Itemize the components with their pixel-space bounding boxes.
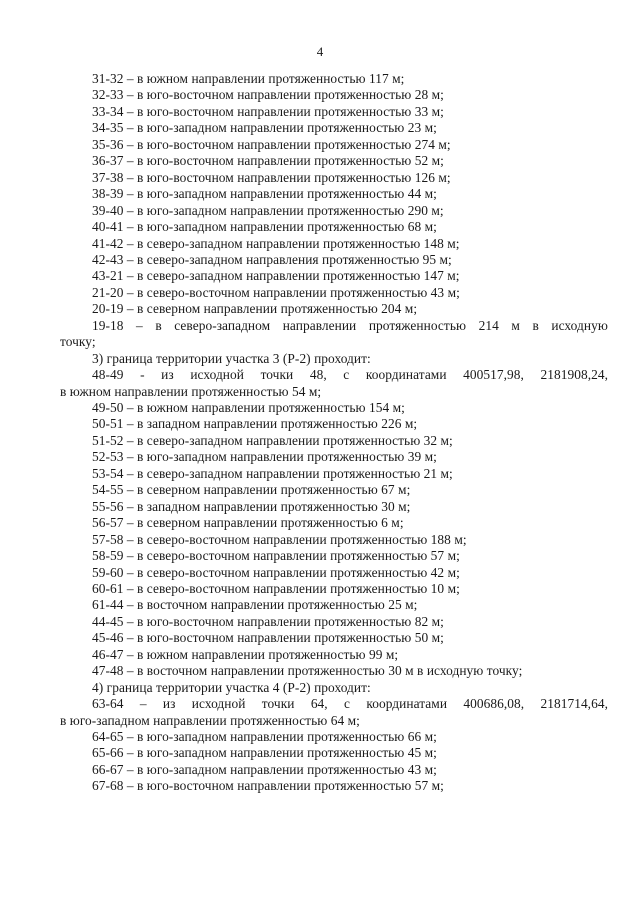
text-line: 4) граница территории участка 4 (Р-2) проходит: bbox=[92, 680, 371, 695]
text-line: 41-42 – в северо-западном направлении протяженностью 148 м; bbox=[92, 236, 460, 251]
text-line: 64-65 – в юго-западном направлении протяженностью 66 м; bbox=[92, 729, 437, 744]
text-line: в южном направлении протяженностью 54 м; bbox=[60, 384, 322, 399]
text-line: 35-36 – в юго-восточном направлении протяженностью 274 м; bbox=[92, 137, 451, 152]
text-line: 60-61 – в северо-восточном направлении протяженностью 10 м; bbox=[92, 581, 460, 596]
text-line: 20-19 – в северном направлении протяженностью 204 м; bbox=[92, 301, 418, 316]
text-line: 34-35 – в юго-западном направлении протяженностью 23 м; bbox=[92, 120, 437, 135]
text-line: 43-21 – в северо-западном направлении протяженностью 147 м; bbox=[92, 268, 460, 283]
text-line: 37-38 – в юго-восточном направлении протяженностью 126 м; bbox=[92, 170, 451, 185]
text-line: 59-60 – в северо-восточном направлении протяженностью 42 м; bbox=[92, 565, 460, 580]
text-line: 61-44 – в восточном направлении протяженностью 25 м; bbox=[92, 597, 418, 612]
text-line: 51-52 – в северо-западном направлении протяженностью 32 м; bbox=[92, 433, 453, 448]
text-line: 40-41 – в юго-западном направлении протяженностью 68 м; bbox=[92, 219, 437, 234]
text-line: 65-66 – в юго-западном направлении протяженностью 45 м; bbox=[92, 745, 437, 760]
text-line: 39-40 – в юго-западном направлении протяженностью 290 м; bbox=[92, 203, 444, 218]
text-line: 66-67 – в юго-западном направлении протяженностью 43 м; bbox=[92, 762, 437, 777]
text-line: 67-68 – в юго-восточном направлении протяженностью 57 м; bbox=[92, 778, 444, 793]
text-line: 63-64 – из исходной точки 64, с координатами 400686,08, 2181714,64, bbox=[92, 696, 608, 711]
text-line: в юго-западном направлении протяженностью 64 м; bbox=[60, 713, 360, 728]
page-number: 4 bbox=[316, 44, 324, 59]
text-line: точку; bbox=[60, 334, 96, 349]
text-line: 53-54 – в северо-западном направлении протяженностью 21 м; bbox=[92, 466, 453, 481]
text-line: 42-43 – в северо-западном направления протяженностью 95 м; bbox=[92, 252, 452, 267]
text-line: 3) граница территории участка 3 (Р-2) проходит: bbox=[92, 351, 371, 366]
text-line: 49-50 – в южном направлении протяженностью 154 м; bbox=[92, 400, 405, 415]
text-line: 54-55 – в северном направлении протяженностью 67 м; bbox=[92, 482, 411, 497]
text-line: 21-20 – в северо-восточном направлении протяженностью 43 м; bbox=[92, 285, 460, 300]
text-line: 50-51 – в западном направлении протяженностью 226 м; bbox=[92, 416, 418, 431]
text-line: 32-33 – в юго-восточном направлении протяженностью 28 м; bbox=[92, 87, 444, 102]
text-line: 47-48 – в восточном направлении протяженностью 30 м в исходную точку; bbox=[92, 663, 523, 678]
text-line: 52-53 – в юго-западном направлении протяженностью 39 м; bbox=[92, 449, 437, 464]
text-line: 45-46 – в юго-восточном направлении протяженностью 50 м; bbox=[92, 630, 444, 645]
text-line: 56-57 – в северном направлении протяженностью 6 м; bbox=[92, 515, 404, 530]
text-line: 44-45 – в юго-восточном направлении протяженностью 82 м; bbox=[92, 614, 444, 629]
text-line: 46-47 – в южном направлении протяженностью 99 м; bbox=[92, 647, 399, 662]
text-line: 19-18 – в северо-западном направлении протяженностью 214 м в исходную bbox=[92, 318, 608, 333]
text-line: 31-32 – в южном направлении протяженностью 117 м; bbox=[92, 71, 405, 86]
text-line: 33-34 – в юго-восточном направлении протяженностью 33 м; bbox=[92, 104, 444, 119]
text-line: 58-59 – в северо-восточном направлении протяженностью 57 м; bbox=[92, 548, 460, 563]
text-line: 38-39 – в юго-западном направлении протяженностью 44 м; bbox=[92, 186, 437, 201]
text-line: 36-37 – в юго-восточном направлении протяженностью 52 м; bbox=[92, 153, 444, 168]
text-line: 48-49 - из исходной точки 48, с координатами 400517,98, 2181908,24, bbox=[92, 367, 608, 382]
text-line: 55-56 – в западном направлении протяженностью 30 м; bbox=[92, 499, 411, 514]
text-line: 57-58 – в северо-восточном направлении протяженностью 188 м; bbox=[92, 532, 467, 547]
